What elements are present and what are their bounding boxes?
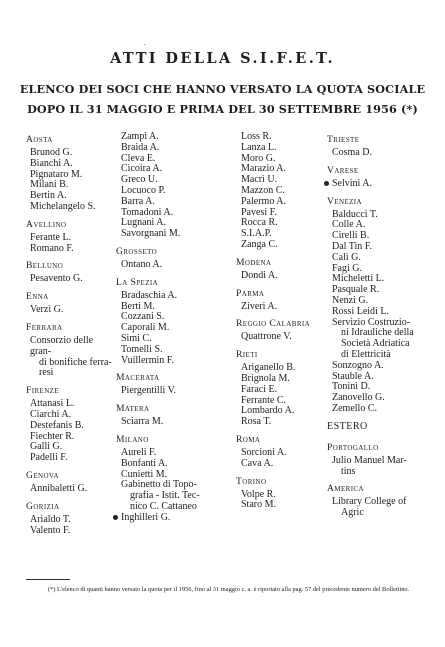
member-name <box>332 404 425 415</box>
member-name-text: Cosma D. <box>332 147 372 158</box>
member-name-text: Staro M. <box>241 499 276 511</box>
city-heading: Modena <box>236 256 272 268</box>
member-name-text: Bertin A. <box>30 190 67 202</box>
member-name-text: Cleva E. <box>121 152 156 164</box>
member-name-text: Ciarchi A. <box>30 408 72 420</box>
member-name-text: Rocca R. <box>241 217 278 229</box>
member-name-text: Lugnani A. <box>121 217 166 229</box>
member-list <box>236 332 322 343</box>
member-name-text: Balducci T. <box>332 208 378 220</box>
member-name <box>121 229 214 240</box>
city-heading: Grosseto <box>116 245 158 257</box>
member-name-text: Rossi Leidi L. <box>332 305 389 317</box>
heading-line-2: DOPO IL 31 MAGGIO E PRIMA DEL 30 SETTEMBRE 1956 (*) <box>27 102 418 116</box>
member-name-text: Nenzi G. <box>332 294 369 306</box>
member-name-text: Cicoira A. <box>121 163 163 175</box>
member-group <box>26 320 116 379</box>
member-name-text: Micheletti L. <box>332 273 385 285</box>
member-list <box>26 515 116 537</box>
column-1 <box>26 132 116 540</box>
member-name-text: Pasquale R. <box>332 284 380 296</box>
member-name-text: Quattrone V. <box>241 331 292 343</box>
city-heading: Parma <box>236 287 265 299</box>
page-title: ATTI DELLA S.I.F.E.T. <box>110 50 335 67</box>
city-heading: La Spezia <box>116 276 159 288</box>
member-list <box>327 179 425 190</box>
member-group <box>116 370 214 397</box>
member-group <box>236 286 322 313</box>
member-name-text: Romano F. <box>30 242 74 254</box>
member-name-text: Vuillermin F. <box>121 354 175 366</box>
member-name-text: Pesavento G. <box>30 273 83 285</box>
member-name-text: Lombardo A. <box>241 405 295 417</box>
member-name-text: Attanasi L. <box>30 398 75 410</box>
city-heading: Genova <box>26 469 59 481</box>
member-list <box>116 260 214 271</box>
member-name-text: Cunietti M. <box>121 468 168 480</box>
member-name-text: Loss R. <box>241 131 272 142</box>
member-name-text: Piergentilli V. <box>121 385 177 397</box>
member-name <box>30 368 116 379</box>
member-name-text: Dal Tin F. <box>332 240 373 252</box>
city-heading: Roma <box>236 433 261 445</box>
member-name-text: Simi C. <box>121 332 152 344</box>
member-group <box>116 275 214 367</box>
member-list <box>236 271 322 282</box>
section-heading-estero: ESTERO <box>327 420 368 432</box>
member-name-text: Zanga C. <box>241 238 278 250</box>
member-name-text: Pavesi F. <box>241 206 277 218</box>
member-group <box>26 499 116 537</box>
member-name <box>241 500 322 511</box>
member-group <box>26 132 116 213</box>
member-name <box>30 244 116 255</box>
member-name-text: Moro G. <box>241 152 276 164</box>
member-list <box>116 132 214 240</box>
member-list <box>236 490 322 512</box>
member-name <box>241 417 322 428</box>
member-name <box>113 513 214 524</box>
member-name-text: Brunod G. <box>30 147 73 158</box>
city-heading: Varese <box>327 164 359 176</box>
member-list <box>236 363 322 428</box>
member-name-text: Ariganello B. <box>241 362 296 374</box>
city-heading: Venezia <box>327 195 362 207</box>
member-name-text: Julio Manuel Mar- <box>332 454 407 466</box>
member-name-text: Agric <box>341 507 364 519</box>
bullet-mark-icon <box>113 515 118 520</box>
member-group <box>26 468 116 495</box>
member-group <box>236 316 322 343</box>
member-name-text: Fagi G. <box>332 262 362 274</box>
member-name <box>241 271 322 282</box>
member-name-text: Barra A. <box>121 195 155 207</box>
member-name <box>121 356 214 367</box>
member-name <box>332 467 425 478</box>
member-name-text: Cozzani S. <box>121 311 165 323</box>
member-name-text: Locuoco P. <box>121 184 166 196</box>
member-group <box>26 217 116 255</box>
member-list <box>26 233 116 255</box>
member-name-text: Ontano A. <box>121 258 163 270</box>
member-group <box>327 440 425 478</box>
city-heading: Aosta <box>26 134 53 145</box>
member-list <box>26 274 116 285</box>
member-name-text: Fiechter R. <box>30 430 75 442</box>
member-name-text: Sorcioni A. <box>241 446 287 458</box>
member-name-text: Bianchi A. <box>30 157 73 169</box>
member-list <box>26 148 116 213</box>
member-list <box>116 291 214 367</box>
member-list <box>327 456 425 478</box>
member-name-text: Sciarra M. <box>121 416 164 428</box>
member-name <box>332 508 425 519</box>
member-name <box>121 260 214 271</box>
city-heading: Gorizia <box>26 500 60 512</box>
member-group <box>236 347 322 428</box>
member-name <box>241 459 322 470</box>
member-name-text: Galli G. <box>30 441 63 453</box>
member-name-text: Annibaletti G. <box>30 482 88 494</box>
city-heading: Milano <box>116 433 149 445</box>
member-name <box>30 336 116 358</box>
city-heading: Portogallo <box>327 441 379 453</box>
member-name-text: Zampi A. <box>121 131 159 142</box>
member-list <box>26 336 116 379</box>
member-name-text: Tomelli S. <box>121 343 163 355</box>
member-name <box>30 484 116 495</box>
member-name-text: Caporali M. <box>121 322 170 334</box>
member-name <box>30 526 116 537</box>
member-group <box>327 481 425 519</box>
member-group <box>26 289 116 316</box>
column-3 <box>236 132 322 515</box>
member-group <box>327 194 425 415</box>
member-group <box>236 255 322 282</box>
member-name-text: Bonfanti A. <box>121 457 168 469</box>
member-name-text: grafia - Istit. Tec- <box>130 490 200 502</box>
city-heading: Ferrara <box>26 321 63 333</box>
member-group <box>236 432 322 470</box>
member-name <box>30 274 116 285</box>
member-name-text: di bonifiche ferra- <box>39 356 112 368</box>
member-name-text: Selvini A. <box>332 177 373 189</box>
member-name-text: Palermo A. <box>241 195 286 207</box>
member-name-text: Aureli F. <box>121 446 157 458</box>
member-name-text: Cirelli B. <box>332 230 370 242</box>
member-name-text: nico C. Cattaneo <box>130 500 197 512</box>
city-heading: Avellino <box>26 218 67 230</box>
member-name <box>241 332 322 343</box>
member-name-text: ni Idrauliche della <box>341 327 414 339</box>
member-list <box>236 448 322 470</box>
member-name-text: Greco U. <box>121 174 158 186</box>
member-name-text: Pignataro M. <box>30 168 83 180</box>
column-4 <box>327 132 425 523</box>
member-name-text: Rosa T. <box>241 416 272 428</box>
city-heading: Belluno <box>26 260 64 272</box>
member-name <box>241 302 322 313</box>
member-name-text: Zanovello G. <box>332 392 385 404</box>
member-name <box>332 148 425 159</box>
member-name-text: Società Adriatica <box>341 338 410 350</box>
member-list <box>26 399 116 464</box>
member-name-text: Berti M. <box>121 300 155 312</box>
member-list <box>327 497 425 519</box>
member-group <box>236 474 322 512</box>
member-name-text: Library College of <box>332 496 407 508</box>
member-name-text: Verzì G. <box>30 304 64 316</box>
member-name-text: Savorgnani M. <box>121 228 181 240</box>
member-name-text: S.I.A.P. <box>241 228 272 240</box>
member-name-text: Ferrante C. <box>241 394 286 406</box>
member-name <box>30 202 116 213</box>
member-name-text: Bradaschia A. <box>121 289 178 301</box>
member-name-text: di Elettricità <box>341 348 391 360</box>
member-group <box>327 163 425 190</box>
member-name-text: Dondi A. <box>241 269 278 281</box>
member-name-text: Inghilleri G. <box>121 511 171 523</box>
member-name-text: Braida A. <box>121 141 160 153</box>
member-group <box>236 132 322 251</box>
city-heading: Firenze <box>26 385 60 397</box>
column-2 <box>116 132 214 528</box>
member-name <box>324 179 425 190</box>
member-group <box>116 132 214 240</box>
member-name-text: Consorzio delle gran- <box>30 334 94 357</box>
member-group <box>116 401 214 428</box>
city-heading: Matera <box>116 403 150 415</box>
member-name <box>121 386 214 397</box>
member-name-text: Padelli F. <box>30 452 68 464</box>
member-name-text: Mazzon C. <box>241 184 285 196</box>
member-list <box>327 210 425 415</box>
member-name-text: Gabinetto di Topo- <box>121 479 197 491</box>
member-list <box>116 386 214 397</box>
member-name <box>30 453 116 464</box>
member-name-text: Ziveri A. <box>241 300 278 312</box>
member-name-text: Faraci E. <box>241 383 278 395</box>
member-name-text: Ferante L. <box>30 231 72 243</box>
city-heading: Reggio Calabria <box>236 318 311 330</box>
member-group <box>26 258 116 285</box>
footnote: (*) L'elenco di quanti hanno versato la quota per il 1956, fino al 31 maggio c. a. è riportato alla pag. 57 del precedente numero del Bollettino. <box>48 586 410 593</box>
city-heading: Torino <box>236 475 267 487</box>
city-heading: Rieti <box>236 349 258 361</box>
member-list <box>327 148 425 159</box>
member-name-text: Stauble A. <box>332 370 374 382</box>
member-name-text: Tomadoni A. <box>121 206 174 218</box>
member-name-text: Tonini D. <box>332 381 371 393</box>
city-heading: Macerata <box>116 372 160 384</box>
heading-line-1: ELENCO DEI SOCI CHE HANNO VERSATO LA QUOTA SOCIALE <box>19 82 426 96</box>
member-name-text: resi <box>39 367 54 379</box>
member-name-text: Marazio A. <box>241 163 286 175</box>
member-name-text: tins <box>341 465 356 477</box>
member-name <box>121 417 214 428</box>
member-list <box>116 448 214 524</box>
member-name-text: Cava A. <box>241 457 274 469</box>
member-name <box>241 240 322 251</box>
member-list <box>236 302 322 313</box>
member-name-text: Lanza L. <box>241 141 277 153</box>
member-group <box>116 244 214 271</box>
member-name <box>30 305 116 316</box>
member-name-text: Macrì U. <box>241 174 278 186</box>
member-name-text: Volpe R. <box>241 488 276 500</box>
member-list <box>26 484 116 495</box>
member-name-text: Brignola M. <box>241 372 290 384</box>
member-group <box>26 383 116 464</box>
footnote-rule <box>26 579 70 580</box>
member-group <box>327 132 425 159</box>
member-name-text: Arialdo T. <box>30 513 71 525</box>
city-heading: America <box>327 483 364 495</box>
bullet-mark-icon <box>324 181 329 186</box>
member-group <box>116 432 214 524</box>
member-list <box>26 305 116 316</box>
member-list <box>236 132 322 251</box>
member-name-text: Michelangelo S. <box>30 200 96 212</box>
member-name-text: Sonzogno A. <box>332 359 384 371</box>
member-name-text: Calì G. <box>332 251 361 263</box>
member-list <box>116 417 214 428</box>
ink-speck <box>144 44 145 45</box>
city-heading: Enna <box>26 291 49 303</box>
member-name-text: Destefanis B. <box>30 419 84 431</box>
city-heading: Trieste <box>327 134 360 145</box>
member-name-text: Valento F. <box>30 524 71 536</box>
member-name-text: Zemello C. <box>332 402 377 414</box>
member-name-text: Servizio Costruzio- <box>332 316 411 328</box>
member-name-text: Colle A. <box>332 219 366 231</box>
member-name-text: Milani B. <box>30 179 69 191</box>
